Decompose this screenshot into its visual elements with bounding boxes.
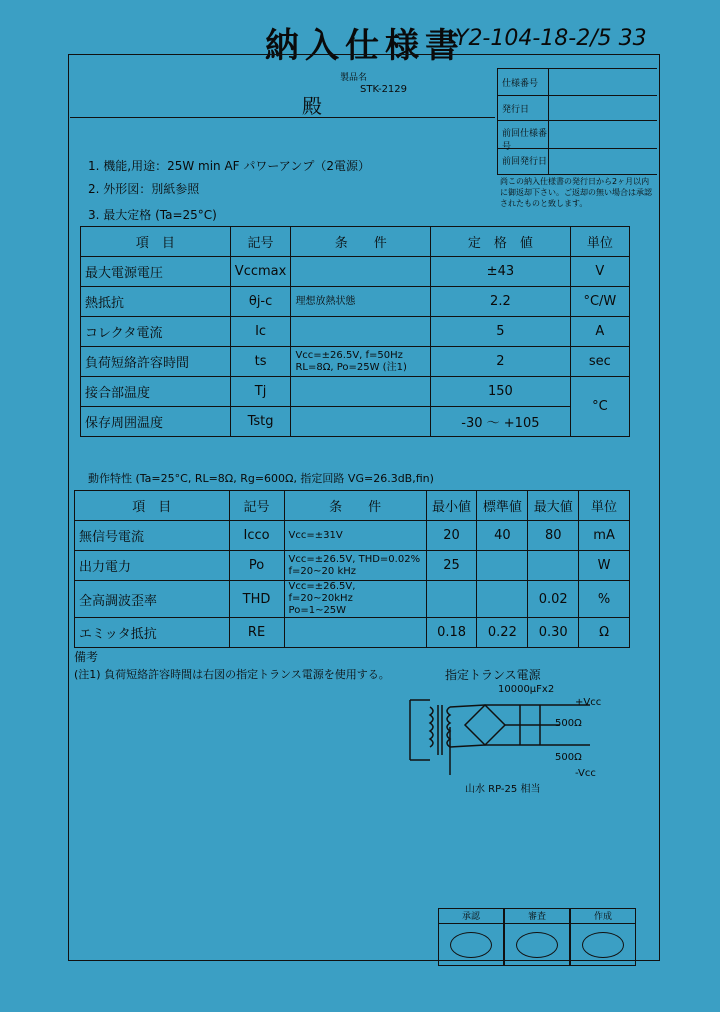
header-condition: 条 件 xyxy=(284,491,426,521)
header-unit: 単位 xyxy=(579,491,630,521)
approval-stamp-box xyxy=(438,908,504,966)
table-header-row xyxy=(81,227,630,257)
cell-item: 最大電源電圧 xyxy=(81,257,231,287)
cell-unit: °C xyxy=(570,377,629,437)
cell-symbol: RE xyxy=(229,618,284,648)
table-row xyxy=(81,287,630,317)
cell-max: 0.02 xyxy=(528,581,579,618)
cell-item: 接合部温度 xyxy=(81,377,231,407)
review-label: 審査 xyxy=(505,909,569,924)
table-row xyxy=(75,521,630,551)
cell-value: 2.2 xyxy=(431,287,571,317)
author-stamp-box xyxy=(570,908,636,966)
document-title: 納入仕様書 xyxy=(265,26,465,66)
max-ratings-table xyxy=(80,226,630,437)
cell-typ xyxy=(477,581,528,618)
header-item: 項 目 xyxy=(75,491,230,521)
vcc-minus-label: -Vcc xyxy=(575,768,596,779)
table-row xyxy=(81,377,630,407)
table-row xyxy=(75,551,630,581)
operating-table xyxy=(74,490,630,648)
cell-value: ±43 xyxy=(431,257,571,287)
cell-condition: Vcc=±26.5V, THD=0.02% f=20~20 kHz xyxy=(284,551,426,581)
cell-unit: mA xyxy=(579,521,630,551)
cell-symbol: θj-c xyxy=(230,287,291,317)
cell-max: 80 xyxy=(528,521,579,551)
table-header-row xyxy=(75,491,630,521)
header-item: 項 目 xyxy=(81,227,231,257)
header-typ: 標準値 xyxy=(477,491,528,521)
header-min: 最小値 xyxy=(426,491,477,521)
handwritten-reference: Y2-104-18-2/5 33 xyxy=(455,26,647,51)
table-row xyxy=(81,317,630,347)
cell-condition: Vcc=±26.5V, f=50Hz RL=8Ω, Po=25W (注1) xyxy=(291,347,431,377)
spec-number-label: 仕様番号 xyxy=(502,79,539,89)
header-unit: 単位 xyxy=(570,227,629,257)
cell-condition xyxy=(291,317,431,347)
cell-condition xyxy=(291,407,431,437)
resistor-1-label: 500Ω xyxy=(555,718,582,729)
header-max: 最大値 xyxy=(528,491,579,521)
capacitor-label: 10000μFx2 xyxy=(498,684,555,695)
cell-item: 保存周囲温度 xyxy=(81,407,231,437)
cell-unit: V xyxy=(570,257,629,287)
section-outline: 2. 外形図：別紙参照 xyxy=(88,182,200,196)
cell-unit: % xyxy=(579,581,630,618)
review-stamp-box xyxy=(504,908,570,966)
section-operating: 動作特性 (Ta=25°C, RL=8Ω, Rg=600Ω, 指定回路 VG=26.3dB,fin) xyxy=(88,472,434,485)
return-note: 尚この納入仕様書の発行日から2ヶ月以内に御返却下さい。ご返却の無い場合は承認されたものと致します。 xyxy=(500,177,652,208)
cell-item: 熱抵抗 xyxy=(81,287,231,317)
header-condition: 条 件 xyxy=(291,227,431,257)
header-symbol: 記号 xyxy=(230,227,291,257)
cell-unit: Ω xyxy=(579,618,630,648)
cell-value: 150 xyxy=(431,377,571,407)
author-label: 作成 xyxy=(571,909,635,924)
cell-min: 0.18 xyxy=(426,618,477,648)
table-row xyxy=(75,618,630,648)
table-row xyxy=(75,581,630,618)
previous-issue-date-label: 前回発行日 xyxy=(502,157,548,167)
cell-item: 無信号電流 xyxy=(75,521,230,551)
cell-value: 2 xyxy=(431,347,571,377)
table-row xyxy=(81,347,630,377)
cell-condition xyxy=(291,377,431,407)
cell-item: コレクタ電流 xyxy=(81,317,231,347)
cell-item: 出力電力 xyxy=(75,551,230,581)
table-row xyxy=(81,407,630,437)
cell-typ: 40 xyxy=(477,521,528,551)
cell-typ xyxy=(477,551,528,581)
cell-min: 25 xyxy=(426,551,477,581)
cell-symbol: Tj xyxy=(230,377,291,407)
note-1: (注1) 負荷短絡許容時間は右図の指定トランス電源を使用する。 xyxy=(74,668,390,681)
cell-condition xyxy=(291,257,431,287)
cell-max xyxy=(528,551,579,581)
cell-unit: °C/W xyxy=(570,287,629,317)
cell-typ: 0.22 xyxy=(477,618,528,648)
cell-min: 20 xyxy=(426,521,477,551)
cell-unit: sec xyxy=(570,347,629,377)
cell-symbol: Tstg xyxy=(230,407,291,437)
cell-condition xyxy=(284,618,426,648)
cell-symbol: Po xyxy=(229,551,284,581)
header-symbol: 記号 xyxy=(229,491,284,521)
cell-condition: Vcc=±26.5V, f=20~20kHz Po=1~25W xyxy=(284,581,426,618)
cell-value: 5 xyxy=(431,317,571,347)
cell-symbol: Icco xyxy=(229,521,284,551)
product-name-label: 製品名 xyxy=(340,73,368,83)
header-rating: 定 格 値 xyxy=(431,227,571,257)
cell-unit: W xyxy=(579,551,630,581)
cell-item: エミッタ抵抗 xyxy=(75,618,230,648)
product-code: STK-2129 xyxy=(360,84,408,95)
issue-date-label: 発行日 xyxy=(502,105,530,115)
notes-label: 備考 xyxy=(74,650,99,664)
transformer-label: 山水 RP-25 相当 xyxy=(465,784,541,795)
cell-value: -30 ～ +105 xyxy=(431,407,571,437)
approval-label: 承認 xyxy=(439,909,503,924)
cell-condition: Vcc=±31V xyxy=(284,521,426,551)
cell-symbol: ts xyxy=(230,347,291,377)
cell-condition: 理想放熱状態 xyxy=(291,287,431,317)
circuit-title: 指定トランス電源 xyxy=(445,668,541,682)
cell-item: 全高調波歪率 xyxy=(75,581,230,618)
section-max-ratings: 3. 最大定格 (Ta=25°C) xyxy=(88,208,217,222)
table-row xyxy=(81,257,630,287)
cell-symbol: THD xyxy=(229,581,284,618)
cell-symbol: Ic xyxy=(230,317,291,347)
resistor-2-label: 500Ω xyxy=(555,752,582,763)
approval-seal xyxy=(450,932,492,958)
section-function: 1. 機能,用途：25W min AF パワーアンプ（2電源） xyxy=(88,159,370,173)
cell-item: 負荷短絡許容時間 xyxy=(81,347,231,377)
cell-max: 0.30 xyxy=(528,618,579,648)
cell-min xyxy=(426,581,477,618)
author-seal xyxy=(582,932,624,958)
cell-unit: A xyxy=(570,317,629,347)
vcc-plus-label: +Vcc xyxy=(575,697,602,708)
review-seal xyxy=(516,932,558,958)
cell-symbol: Vccmax xyxy=(230,257,291,287)
power-supply-schematic xyxy=(400,685,600,785)
previous-spec-number-label: 前回仕様番号 xyxy=(502,129,548,152)
addressee-mark: 殿 xyxy=(302,94,322,118)
